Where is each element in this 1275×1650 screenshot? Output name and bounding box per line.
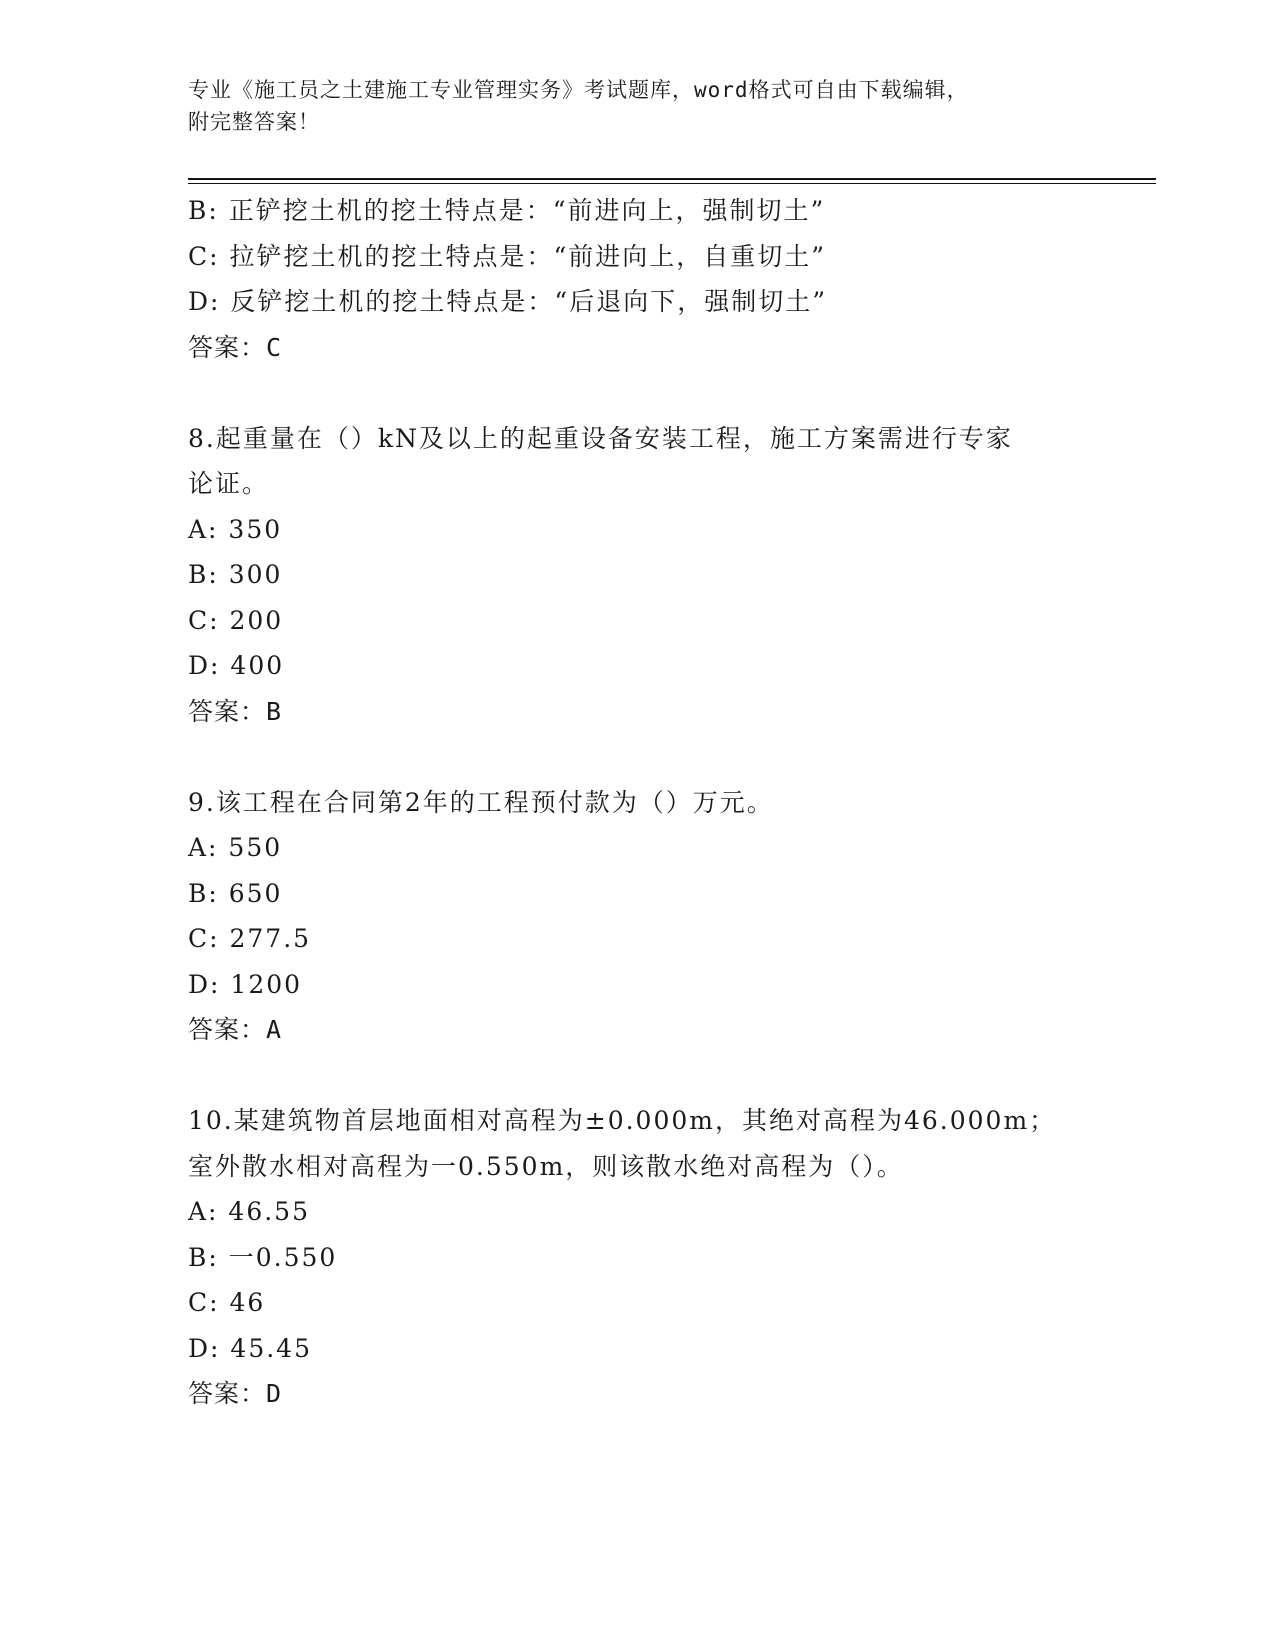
option-b: B: 300 [188,560,283,589]
option-a: A: 46.55 [188,1197,310,1226]
answer-line: 答案：D [188,1379,283,1408]
option-d: D: 400 [188,651,285,680]
option-d: D: 45.45 [188,1333,312,1363]
question-10 [188,1098,1088,1417]
option-c: C: 277.5 [188,924,312,953]
option-c: C: 拉铲挖土机的挖土特点是：“前进向上，自重切土” [188,241,827,271]
answer-line: 答案：C [188,332,283,362]
question-stem-continued: 论证。 [188,469,270,498]
spacer [188,370,1088,416]
spacer [188,734,1088,780]
header-line-2: 附完整答案！ [188,110,320,134]
question-stem: 9.该工程在合同第2年的工程预付款为（）万元。 [188,787,774,817]
question-stem: 10.某建筑物首层地面相对高程为±0.000m，其绝对高程为46.000m； [188,1106,1057,1135]
question-stem-continued: 室外散水相对高程为一0.550m，则该散水绝对高程为（）。 [188,1151,904,1181]
header-line-1: 专业《施工员之土建施工专业管理实务》考试题库，word格式可自由下载编辑， [188,78,969,102]
carryover-question [188,188,1088,370]
header-divider-thick [188,178,1156,180]
option-d: D: 1200 [188,969,303,999]
question-9 [188,780,1088,1053]
question-content [188,188,1088,1417]
option-c: C: 200 [188,605,284,635]
question-stem: 8.起重量在（）kN及以上的起重设备安装工程，施工方案需进行专家 [188,423,1013,453]
option-b: B: 正铲挖土机的挖土特点是：“前进向上，强制切土” [188,196,826,225]
option-a: A: 550 [188,833,283,862]
header-divider-thin [188,183,1156,184]
option-a: A: 350 [188,514,283,544]
question-8 [188,416,1088,735]
option-c: C: 46 [188,1288,266,1317]
spacer [188,1053,1088,1099]
option-d: D: 反铲挖土机的挖土特点是：“后退向下，强制切土” [188,287,827,316]
option-b: B: 一0.550 [188,1242,338,1272]
answer-line: 答案：B [188,696,283,726]
answer-line: 答案：A [188,1015,283,1044]
document-header [188,74,1088,138]
option-b: B: 650 [188,878,283,908]
